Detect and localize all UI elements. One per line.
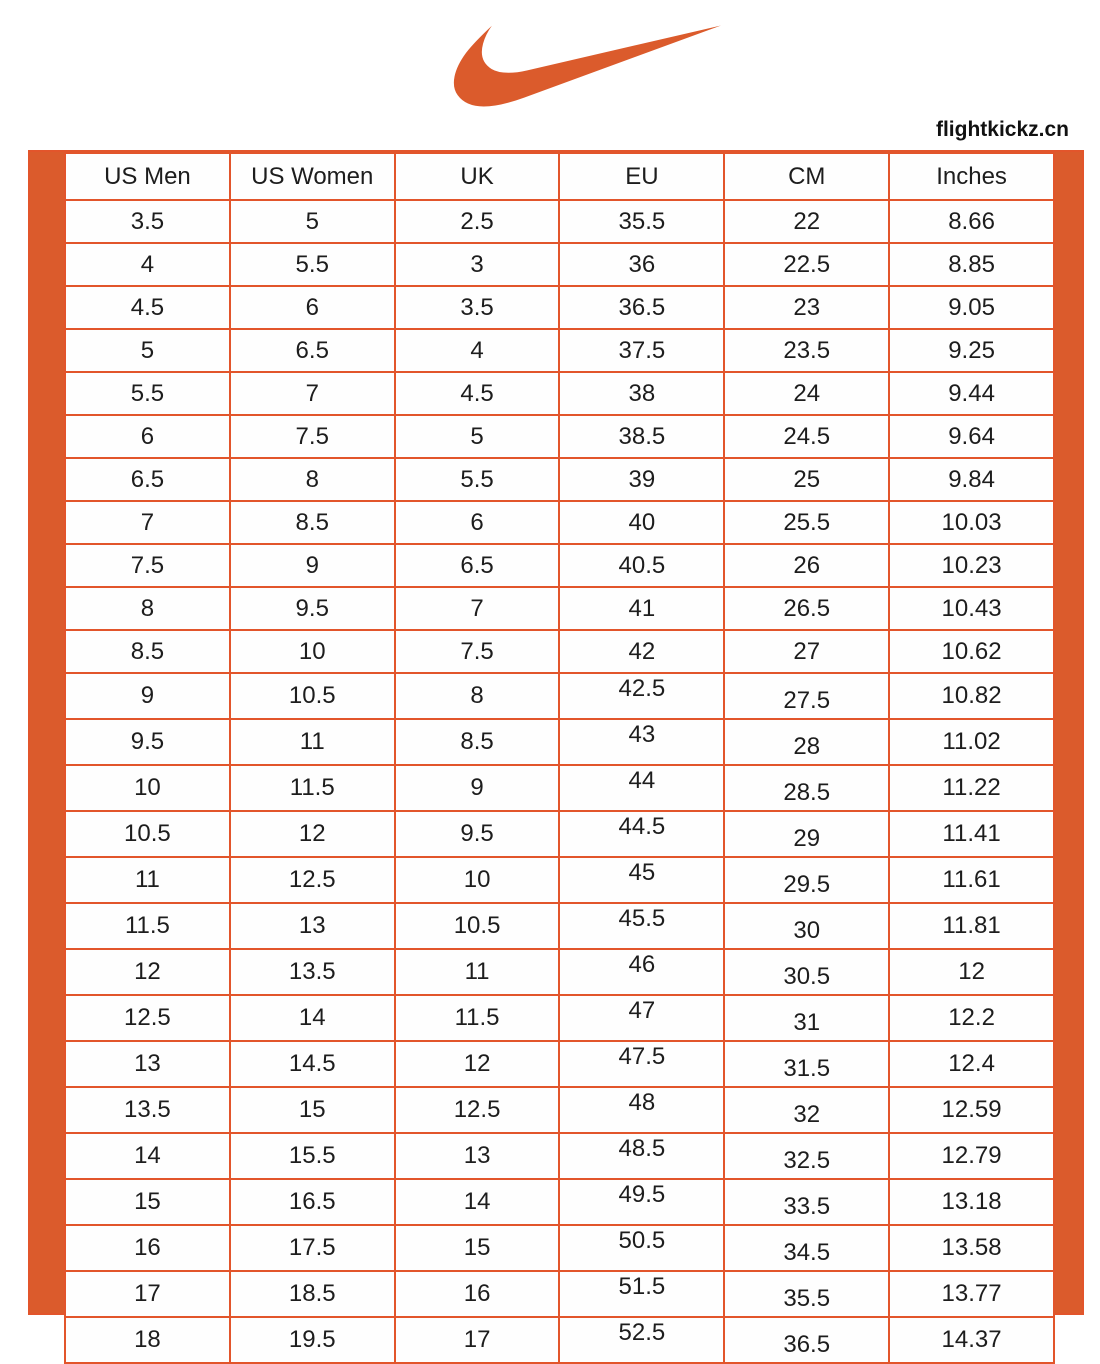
- size-cell-eu: 47: [559, 995, 724, 1041]
- table-row: [65, 857, 1054, 903]
- table-row: [65, 458, 1054, 501]
- size-cell-us-women: 6: [230, 286, 395, 329]
- col-header-us-women: US Women: [230, 153, 395, 200]
- size-cell-us-men: 6: [65, 415, 230, 458]
- size-cell-cm: 26: [724, 544, 889, 587]
- size-cell-cm: 30.5: [724, 949, 889, 995]
- size-cell-inches: 10.62: [889, 630, 1054, 673]
- size-cell-us-women: 6.5: [230, 329, 395, 372]
- table-row: [65, 329, 1054, 372]
- size-cell-us-women: 9.5: [230, 587, 395, 630]
- size-cell-cm: 30: [724, 903, 889, 949]
- size-cell-uk: 7: [395, 587, 560, 630]
- size-cell-us-women: 8: [230, 458, 395, 501]
- table-row: [65, 1271, 1054, 1317]
- right-accent-bar: [1055, 152, 1082, 1313]
- size-cell-eu: 48: [559, 1087, 724, 1133]
- size-cell-uk: 6.5: [395, 544, 560, 587]
- table-row: [65, 243, 1054, 286]
- size-cell-eu: 42.5: [559, 673, 724, 719]
- size-cell-uk: 10.5: [395, 903, 560, 949]
- size-cell-eu: 43: [559, 719, 724, 765]
- size-cell-inches: 12.79: [889, 1133, 1054, 1179]
- size-cell-us-women: 17.5: [230, 1225, 395, 1271]
- size-cell-uk: 12.5: [395, 1087, 560, 1133]
- size-cell-cm: 26.5: [724, 587, 889, 630]
- size-cell-inches: 9.64: [889, 415, 1054, 458]
- size-cell-us-women: 19.5: [230, 1317, 395, 1363]
- table-row: [65, 995, 1054, 1041]
- table-row: [65, 1225, 1054, 1271]
- size-cell-us-women: 14.5: [230, 1041, 395, 1087]
- size-cell-cm: 36.5: [724, 1317, 889, 1363]
- table-row: [65, 765, 1054, 811]
- size-cell-us-women: 14: [230, 995, 395, 1041]
- header-row: [65, 153, 1054, 200]
- size-cell-inches: 10.82: [889, 673, 1054, 719]
- size-cell-cm: 32.5: [724, 1133, 889, 1179]
- size-cell-us-women: 7.5: [230, 415, 395, 458]
- size-cell-us-women: 5: [230, 200, 395, 243]
- size-cell-us-women: 15.5: [230, 1133, 395, 1179]
- size-cell-us-men: 3.5: [65, 200, 230, 243]
- size-cell-inches: 8.85: [889, 243, 1054, 286]
- table-row: [65, 544, 1054, 587]
- size-cell-us-men: 4: [65, 243, 230, 286]
- size-cell-us-women: 13: [230, 903, 395, 949]
- size-cell-cm: 27.5: [724, 673, 889, 719]
- size-cell-inches: 9.84: [889, 458, 1054, 501]
- size-cell-uk: 5: [395, 415, 560, 458]
- table-row: [65, 673, 1054, 719]
- table-row: [65, 286, 1054, 329]
- size-cell-uk: 8.5: [395, 719, 560, 765]
- size-cell-uk: 6: [395, 501, 560, 544]
- size-cell-uk: 13: [395, 1133, 560, 1179]
- size-cell-eu: 45: [559, 857, 724, 903]
- size-cell-us-men: 12.5: [65, 995, 230, 1041]
- nike-swoosh-icon: [452, 12, 724, 120]
- size-cell-us-men: 9: [65, 673, 230, 719]
- size-cell-cm: 25.5: [724, 501, 889, 544]
- size-cell-eu: 50.5: [559, 1225, 724, 1271]
- table-row: [65, 1133, 1054, 1179]
- size-cell-us-women: 13.5: [230, 949, 395, 995]
- size-cell-cm: 31.5: [724, 1041, 889, 1087]
- table-row: [65, 1317, 1054, 1363]
- size-cell-uk: 3.5: [395, 286, 560, 329]
- size-cell-cm: 28: [724, 719, 889, 765]
- size-cell-cm: 24: [724, 372, 889, 415]
- table-row: [65, 200, 1054, 243]
- size-cell-inches: 10.23: [889, 544, 1054, 587]
- size-cell-uk: 11.5: [395, 995, 560, 1041]
- size-cell-us-men: 8.5: [65, 630, 230, 673]
- size-cell-us-women: 8.5: [230, 501, 395, 544]
- col-header-eu: EU: [559, 153, 724, 200]
- size-cell-inches: 13.18: [889, 1179, 1054, 1225]
- size-cell-inches: 12.59: [889, 1087, 1054, 1133]
- size-conversion-table: [64, 152, 1055, 1364]
- table-row: [65, 587, 1054, 630]
- table-row: [65, 1087, 1054, 1133]
- size-cell-inches: 13.77: [889, 1271, 1054, 1317]
- size-cell-inches: 11.61: [889, 857, 1054, 903]
- size-cell-cm: 29: [724, 811, 889, 857]
- size-cell-eu: 39: [559, 458, 724, 501]
- size-cell-us-women: 5.5: [230, 243, 395, 286]
- table-row: [65, 1041, 1054, 1087]
- size-cell-eu: 44: [559, 765, 724, 811]
- size-cell-uk: 7.5: [395, 630, 560, 673]
- size-cell-eu: 36: [559, 243, 724, 286]
- size-cell-inches: 14.37: [889, 1317, 1054, 1363]
- size-cell-eu: 52.5: [559, 1317, 724, 1363]
- website-label: flightkickz.cn: [935, 118, 1069, 141]
- size-cell-inches: 9.05: [889, 286, 1054, 329]
- size-cell-eu: 35.5: [559, 200, 724, 243]
- size-cell-eu: 51.5: [559, 1271, 724, 1317]
- size-cell-uk: 2.5: [395, 200, 560, 243]
- size-cell-cm: 31: [724, 995, 889, 1041]
- size-cell-eu: 40: [559, 501, 724, 544]
- size-cell-eu: 40.5: [559, 544, 724, 587]
- size-cell-eu: 38: [559, 372, 724, 415]
- size-cell-eu: 48.5: [559, 1133, 724, 1179]
- size-cell-uk: 16: [395, 1271, 560, 1317]
- size-cell-cm: 29.5: [724, 857, 889, 903]
- size-cell-us-women: 16.5: [230, 1179, 395, 1225]
- size-cell-us-men: 18: [65, 1317, 230, 1363]
- size-cell-cm: 32: [724, 1087, 889, 1133]
- size-cell-us-men: 10.5: [65, 811, 230, 857]
- size-cell-us-women: 10.5: [230, 673, 395, 719]
- size-cell-inches: 11.22: [889, 765, 1054, 811]
- size-cell-eu: 41: [559, 587, 724, 630]
- size-cell-uk: 8: [395, 673, 560, 719]
- size-cell-us-women: 15: [230, 1087, 395, 1133]
- size-cell-us-men: 9.5: [65, 719, 230, 765]
- col-header-uk: UK: [395, 153, 560, 200]
- size-cell-us-women: 7: [230, 372, 395, 415]
- size-cell-eu: 38.5: [559, 415, 724, 458]
- size-cell-us-men: 11.5: [65, 903, 230, 949]
- size-cell-us-men: 6.5: [65, 458, 230, 501]
- table-row: [65, 903, 1054, 949]
- size-cell-cm: 27: [724, 630, 889, 673]
- size-cell-inches: 11.02: [889, 719, 1054, 765]
- size-cell-us-men: 5.5: [65, 372, 230, 415]
- size-cell-us-women: 18.5: [230, 1271, 395, 1317]
- size-cell-uk: 10: [395, 857, 560, 903]
- size-cell-inches: 9.44: [889, 372, 1054, 415]
- size-cell-inches: 11.81: [889, 903, 1054, 949]
- size-cell-eu: 37.5: [559, 329, 724, 372]
- size-cell-inches: 13.58: [889, 1225, 1054, 1271]
- col-header-cm: CM: [724, 153, 889, 200]
- size-cell-inches: 8.66: [889, 200, 1054, 243]
- table-row: [65, 811, 1054, 857]
- size-cell-uk: 11: [395, 949, 560, 995]
- size-cell-eu: 44.5: [559, 811, 724, 857]
- size-cell-us-men: 13: [65, 1041, 230, 1087]
- size-cell-uk: 9.5: [395, 811, 560, 857]
- size-table-container: [28, 150, 1084, 1358]
- size-cell-us-men: 15: [65, 1179, 230, 1225]
- size-cell-us-men: 4.5: [65, 286, 230, 329]
- size-cell-cm: 25: [724, 458, 889, 501]
- size-cell-eu: 36.5: [559, 286, 724, 329]
- table-row: [65, 719, 1054, 765]
- col-header-us-men: US Men: [65, 153, 230, 200]
- size-cell-uk: 12: [395, 1041, 560, 1087]
- left-accent-bar: [30, 152, 64, 1313]
- size-cell-us-women: 12: [230, 811, 395, 857]
- size-cell-cm: 34.5: [724, 1225, 889, 1271]
- size-cell-us-men: 17: [65, 1271, 230, 1317]
- size-cell-us-women: 11: [230, 719, 395, 765]
- size-cell-inches: 11.41: [889, 811, 1054, 857]
- size-cell-cm: 35.5: [724, 1271, 889, 1317]
- size-cell-us-women: 11.5: [230, 765, 395, 811]
- size-cell-cm: 22: [724, 200, 889, 243]
- size-cell-us-men: 7.5: [65, 544, 230, 587]
- size-cell-us-men: 10: [65, 765, 230, 811]
- size-cell-eu: 45.5: [559, 903, 724, 949]
- table-row: [65, 415, 1054, 458]
- size-cell-us-men: 11: [65, 857, 230, 903]
- size-cell-inches: 12.2: [889, 995, 1054, 1041]
- size-cell-uk: 3: [395, 243, 560, 286]
- size-cell-eu: 42: [559, 630, 724, 673]
- table-row: [65, 501, 1054, 544]
- size-cell-inches: 12: [889, 949, 1054, 995]
- size-cell-uk: 15: [395, 1225, 560, 1271]
- size-cell-uk: 9: [395, 765, 560, 811]
- size-cell-eu: 46: [559, 949, 724, 995]
- size-cell-cm: 33.5: [724, 1179, 889, 1225]
- table-row: [65, 949, 1054, 995]
- size-cell-us-women: 9: [230, 544, 395, 587]
- size-cell-uk: 4.5: [395, 372, 560, 415]
- size-cell-cm: 23.5: [724, 329, 889, 372]
- table-row: [65, 372, 1054, 415]
- size-cell-eu: 49.5: [559, 1179, 724, 1225]
- size-cell-us-men: 12: [65, 949, 230, 995]
- size-cell-eu: 47.5: [559, 1041, 724, 1087]
- size-cell-us-men: 7: [65, 501, 230, 544]
- table-row: [65, 630, 1054, 673]
- col-header-inches: Inches: [889, 153, 1054, 200]
- size-cell-us-men: 14: [65, 1133, 230, 1179]
- size-cell-us-men: 5: [65, 329, 230, 372]
- size-cell-us-men: 8: [65, 587, 230, 630]
- size-cell-us-women: 10: [230, 630, 395, 673]
- size-cell-uk: 4: [395, 329, 560, 372]
- size-cell-cm: 23: [724, 286, 889, 329]
- size-cell-cm: 24.5: [724, 415, 889, 458]
- size-cell-us-men: 16: [65, 1225, 230, 1271]
- size-cell-inches: 10.43: [889, 587, 1054, 630]
- table-row: [65, 1179, 1054, 1225]
- size-cell-uk: 5.5: [395, 458, 560, 501]
- size-cell-cm: 28.5: [724, 765, 889, 811]
- size-cell-inches: 12.4: [889, 1041, 1054, 1087]
- size-cell-uk: 17: [395, 1317, 560, 1363]
- size-cell-cm: 22.5: [724, 243, 889, 286]
- size-table-body: [65, 200, 1054, 1363]
- size-cell-us-men: 13.5: [65, 1087, 230, 1133]
- size-cell-inches: 9.25: [889, 329, 1054, 372]
- size-cell-us-women: 12.5: [230, 857, 395, 903]
- size-cell-uk: 14: [395, 1179, 560, 1225]
- size-cell-inches: 10.03: [889, 501, 1054, 544]
